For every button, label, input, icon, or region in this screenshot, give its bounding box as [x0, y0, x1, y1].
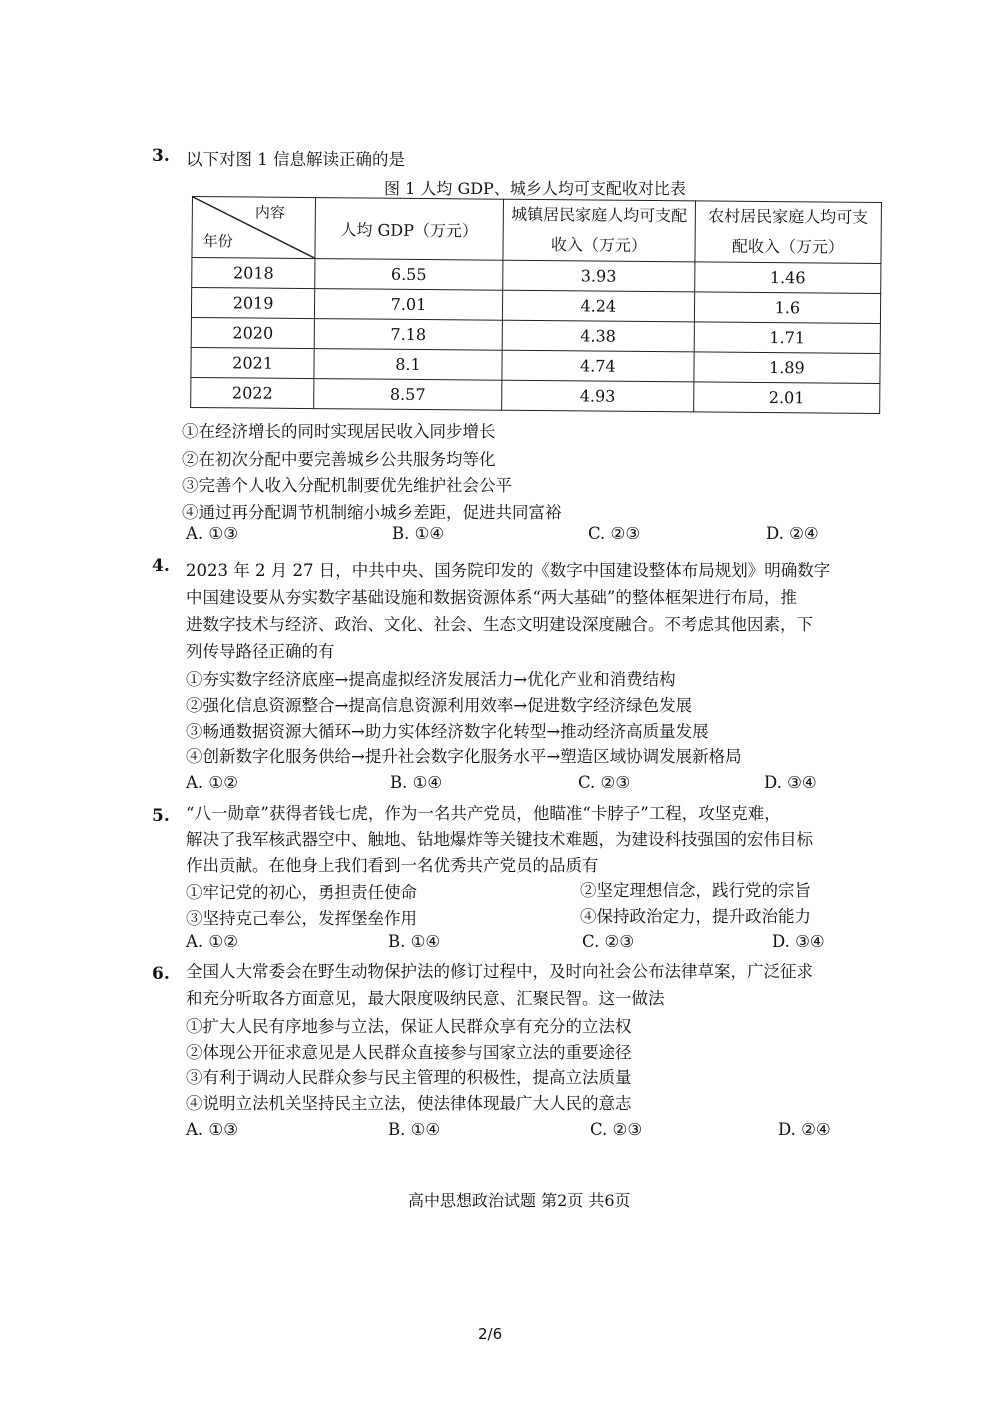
cell-year: 2019: [191, 288, 314, 319]
question-3-number: 3.: [152, 146, 170, 166]
q6-statement-4: ④说明立法机关坚持民主立法，使法律体现最广大人民的意志: [186, 1094, 632, 1113]
header-rural-income: 农村居民家庭人均可支配收入（万元）: [695, 201, 882, 264]
q4-statement-2: ②强化信息资源整合→提高信息资源利用效率→促进数字经济绿色发展: [186, 696, 693, 715]
q5-statement-4: ④保持政治定力，提升政治能力: [580, 907, 811, 926]
q5-statement-3: ③坚持克己奉公，发挥堡垒作用: [186, 909, 417, 928]
q3-statement-3: ③完善个人收入分配机制要优先维护社会公平: [182, 476, 512, 495]
option-d: D. ②④: [766, 524, 819, 543]
q5-statement-2: ②坚定理想信念，践行党的宗旨: [580, 881, 811, 900]
option-d: D. ③④: [772, 932, 825, 951]
cell-gdp: 8.57: [314, 379, 502, 411]
q3-statement-1: ①在经济增长的同时实现居民收入同步增长: [182, 422, 496, 441]
cell-rural: 1.89: [694, 352, 880, 384]
q5-stem-line-3: 作出贡献。在他身上我们看到一名优秀共产党员的品质有: [186, 856, 599, 875]
q6-stem-line-2: 和充分听取各方面意见，最大限度吸纳民意、汇聚民智。这一做法: [186, 989, 665, 1008]
q4-stem-line-4: 列传导路径正确的有: [186, 642, 335, 661]
question-5-number: 5.: [152, 806, 170, 826]
q4-statement-4: ④创新数字化服务供给→提升社会数字化服务水平→塑造区域协调发展新格局: [186, 747, 742, 766]
cell-urban: 4.24: [502, 290, 694, 322]
corner-label-content: 内容: [254, 203, 286, 222]
q5-statement-1: ①牢记党的初心，勇担责任使命: [186, 883, 417, 902]
cell-urban: 4.74: [502, 350, 694, 382]
q6-statement-1: ①扩大人民有序地参与立法，保证人民群众享有充分的立法权: [186, 1017, 632, 1036]
q3-statement-4: ④通过再分配调节机制缩小城乡差距，促进共同富裕: [182, 503, 562, 522]
question-6-number: 6.: [152, 964, 170, 984]
option-b: B. ①④: [388, 932, 441, 951]
option-c: C. ②③: [582, 932, 635, 951]
option-b: B. ①④: [388, 1120, 441, 1139]
option-b: B. ①④: [390, 773, 443, 792]
cell-gdp: 7.01: [315, 289, 503, 321]
q3-statement-2: ②在初次分配中要完善城乡公共服务均等化: [182, 450, 496, 469]
question-3-stem: 以下对图 1 信息解读正确的是: [186, 150, 405, 169]
option-a: A. ①③: [186, 524, 238, 543]
cell-urban: 3.93: [503, 260, 695, 292]
q6-statement-3: ③有利于调动人民群众参与民主管理的积极性，提高立法质量: [186, 1068, 632, 1087]
q4-stem-line-1: 2023 年 2 月 27 日，中共中央、国务院印发的《数字中国建设整体布局规划》明确数字: [186, 561, 831, 580]
option-a: A. ①②: [186, 932, 238, 951]
corner-label-year: 年份: [202, 232, 233, 251]
option-c: C. ②③: [588, 524, 641, 543]
table-corner-cell: [192, 197, 316, 259]
option-a: A. ①②: [186, 773, 238, 792]
cell-gdp: 8.1: [314, 349, 502, 381]
cell-gdp: 6.55: [315, 259, 503, 291]
option-c: C. ②③: [578, 773, 631, 792]
cell-urban: 4.93: [501, 380, 693, 412]
income-table: [190, 196, 882, 414]
option-d: D. ③④: [764, 773, 817, 792]
q5-stem-line-1: “八一勋章”获得者钱七虎，作为一名共产党员，他瞄准“卡脖子”工程，攻坚克难，: [186, 804, 781, 823]
q4-statement-1: ①夯实数字经济底座→提高虚拟经济发展活力→优化产业和消费结构: [186, 670, 676, 689]
cell-year: 2022: [191, 377, 314, 408]
q6-statement-2: ②体现公开征求意见是人民群众直接参与国家立法的重要途径: [186, 1043, 632, 1062]
q5-stem-line-2: 解决了我军核武器空中、触地、钻地爆炸等关键技术难题，为建设科技强国的宏伟目标: [186, 830, 813, 849]
option-b: B. ①④: [392, 524, 445, 543]
cell-rural: 1.6: [694, 292, 880, 324]
cell-rural: 1.46: [694, 262, 880, 294]
option-d: D. ②④: [778, 1120, 831, 1139]
q4-statement-3: ③畅通数据资源大循环→助力实体经济数字化转型→推动经济高质量发展: [186, 722, 709, 741]
cell-year: 2020: [191, 317, 314, 348]
page-footer: 高中思想政治试题 第2页 共6页: [408, 1191, 631, 1210]
q4-stem-line-3: 进数字技术与经济、政治、文化、社会、生态文明建设深度融合。不考虑其他因素，下: [186, 615, 813, 634]
page-number: 2/6: [478, 1325, 503, 1343]
cell-rural: 1.71: [694, 322, 880, 354]
q6-stem-line-1: 全国人大常委会在野生动物保护法的修订过程中，及时向社会公布法律草案，广泛征求: [186, 962, 813, 981]
cell-urban: 4.38: [502, 320, 694, 352]
cell-rural: 2.01: [693, 382, 879, 414]
option-a: A. ①③: [186, 1120, 238, 1139]
table-header-row: [192, 197, 882, 264]
cell-year: 2021: [191, 347, 314, 378]
cell-year: 2018: [192, 258, 315, 289]
cell-gdp: 7.18: [314, 319, 502, 351]
q4-stem-line-2: 中国建设要从夯实数字基础设施和数据资源体系“两大基础”的整体框架进行布局，推: [186, 588, 797, 607]
table-caption: 图 1 人均 GDP、城乡人均可支配收对比表: [384, 179, 686, 198]
option-c: C. ②③: [590, 1120, 643, 1139]
table-row: [191, 377, 880, 413]
header-urban-income: 城镇居民家庭人均可支配收入（万元）: [503, 199, 695, 262]
question-4-number: 4.: [152, 556, 170, 576]
header-gdp: 人均 GDP（万元）: [315, 198, 503, 261]
